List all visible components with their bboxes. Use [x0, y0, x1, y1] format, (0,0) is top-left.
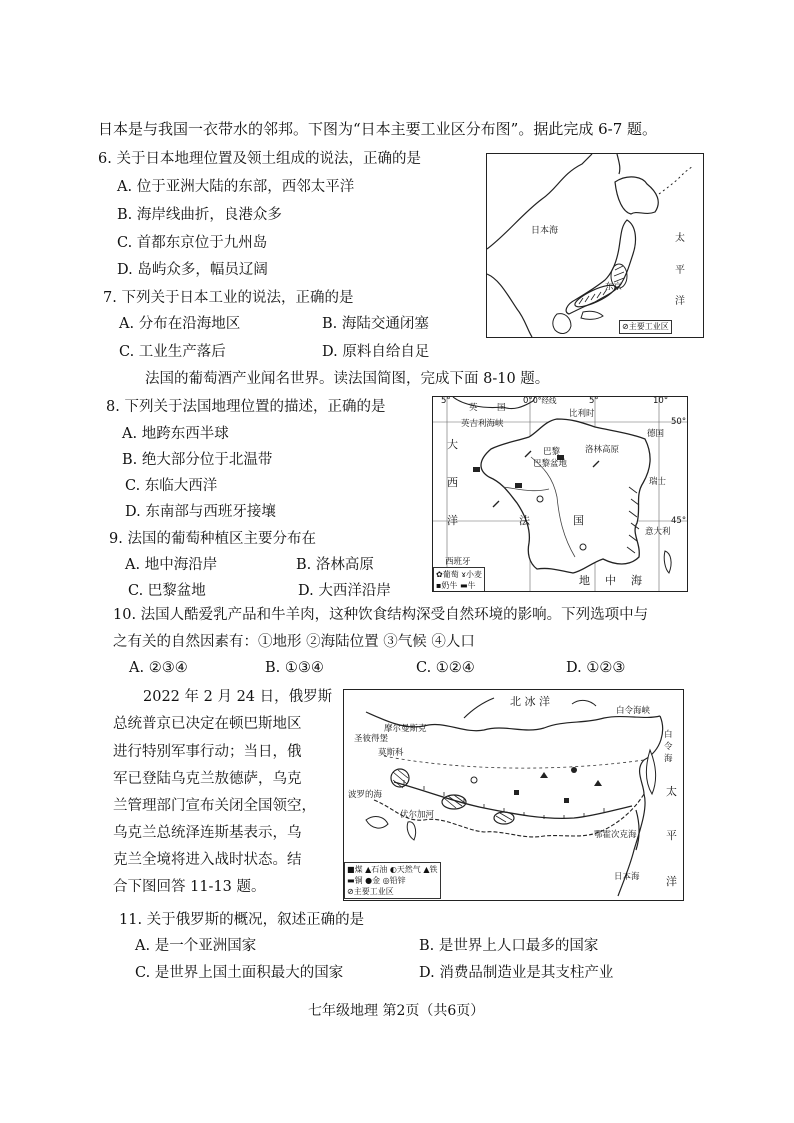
- q7-option-a[interactable]: A. 分布在沿海地区: [119, 316, 241, 332]
- q6-option-c[interactable]: C. 首都东京位于九州岛: [117, 235, 268, 251]
- lon-label-e5: 5°: [589, 396, 599, 406]
- russia-japan-sea-label: 日本海: [614, 872, 640, 882]
- baltic-label: 波罗的海: [348, 790, 383, 800]
- pacific-label-2: 平: [675, 265, 685, 276]
- q10-option-d[interactable]: D. ①②③: [566, 660, 626, 676]
- lorraine-label: 洛林高原: [585, 445, 620, 455]
- pacific-label-3: 洋: [666, 875, 677, 888]
- q9-option-d[interactable]: D. 大西洋沿岸: [298, 583, 391, 599]
- swiss-label: 瑞士: [649, 477, 667, 487]
- q10-stem-line1: 10. 法国人酷爱乳产品和牛羊肉，这种饮食结构深受自然环境的影响。下列选项中与: [113, 607, 649, 623]
- lat-label-50: 50°: [671, 417, 687, 427]
- paris-basin-label: 巴黎盆地: [533, 459, 568, 469]
- med-label-2: 中: [605, 574, 616, 587]
- volga-label: 伏尔加河: [400, 810, 435, 820]
- q6-option-b[interactable]: B. 海岸线曲折，良港众多: [117, 207, 282, 223]
- intro-russia-line-5: 兰管理部门宣布关闭全国领空，: [113, 798, 316, 814]
- q9-option-b[interactable]: B. 洛林高原: [296, 557, 374, 573]
- japan-map-drawing: [487, 154, 703, 337]
- q11-option-b[interactable]: B. 是世界上人口最多的国家: [419, 938, 599, 954]
- q6-stem: 6. 关于日本地理位置及领土组成的说法，正确的是: [98, 151, 421, 167]
- q7-stem: 7. 下列关于日本工业的说法，正确的是: [103, 290, 354, 306]
- france-map: [432, 396, 688, 592]
- english-channel-label: 英吉利海峡: [461, 419, 504, 429]
- wheat-icon: ɤ: [461, 570, 467, 579]
- lon-label-w5: 5°: [441, 396, 451, 406]
- lon-label-10: 10°: [653, 396, 669, 406]
- france-fa-label: 法: [519, 514, 530, 527]
- france-map-legend: ✿葡萄 ɤ小麦 ▪奶牛 ▬牛: [433, 567, 485, 592]
- coal-icon: ■: [347, 865, 355, 874]
- arctic-ocean-label: 北 冰 洋: [510, 695, 550, 708]
- med-label-3: 海: [631, 574, 642, 587]
- q9-stem: 9. 法国的葡萄种植区主要分布在: [109, 531, 316, 547]
- japan-map-legend: ⊘主要工业区: [619, 320, 672, 334]
- q9-option-a[interactable]: A. 地中海沿岸: [125, 557, 218, 573]
- grape-icon: ✿: [436, 570, 443, 579]
- iron-icon: ▲: [423, 865, 430, 874]
- russia-map: [343, 689, 684, 901]
- belgium-label: 比利时: [569, 409, 595, 419]
- bering-strait-label: 白令海峡: [616, 706, 651, 716]
- q11-stem: 11. 关于俄罗斯的概况，叙述正确的是: [119, 912, 365, 928]
- japan-map: [486, 153, 704, 338]
- atlantic-label-1: 大: [447, 438, 458, 451]
- bering-label-1: 白: [664, 730, 673, 740]
- intro-france: 法国的葡萄酒产业闻名世界。读法国简图，完成下面 8-10 题。: [145, 371, 550, 387]
- q10-stem-line2: 之有关的自然因素有：①地形 ②海陆位置 ③气候 ④人口: [113, 634, 475, 650]
- q10-option-b[interactable]: B. ①③④: [265, 660, 324, 676]
- prime-meridian-label: 0°经线: [533, 396, 557, 405]
- tokyo-label: 东京: [605, 282, 623, 292]
- q7-option-d[interactable]: D. 原料自给自足: [322, 344, 430, 360]
- pacific-label-3: 洋: [675, 296, 685, 307]
- moscow-label: 莫斯科: [378, 748, 404, 758]
- q10-option-c[interactable]: C. ①②④: [416, 660, 475, 676]
- intro-russia-line-2: 总统普京已决定在顿巴斯地区: [113, 716, 302, 732]
- intro-russia-line-7: 克兰全境将进入战时状态。结: [113, 852, 302, 868]
- gold-icon: ●: [365, 876, 373, 885]
- paris-label: 巴黎: [543, 447, 561, 457]
- q7-option-b[interactable]: B. 海陆交通闭塞: [322, 316, 429, 332]
- q8-option-b[interactable]: B. 绝大部分位于北温带: [122, 452, 273, 468]
- q11-option-d[interactable]: D. 消费品制造业是其支柱产业: [419, 965, 614, 981]
- intro-russia-line-8: 合下图回答 11-13 题。: [113, 879, 266, 895]
- q6-option-d[interactable]: D. 岛屿众多，幅员辽阔: [117, 262, 268, 278]
- russia-map-legend: ■煤 ▲石油 ◐天然气 ▲铁 ▬铜 ●金 ◎铅锌 ⊘主要工业区: [344, 862, 441, 899]
- q9-option-c[interactable]: C. 巴黎盆地: [128, 583, 206, 599]
- bering-label-2: 令: [664, 742, 673, 752]
- pacific-label-1: 太: [675, 233, 685, 244]
- copper-icon: ▬: [347, 876, 355, 885]
- atlantic-label-3: 洋: [447, 514, 458, 527]
- st-petersburg-label: 圣彼得堡: [354, 734, 389, 744]
- q8-option-d[interactable]: D. 东南部与西班牙接壤: [125, 504, 276, 520]
- england-label: 英: [469, 403, 478, 413]
- lead-zinc-icon: ◎: [382, 876, 390, 885]
- intro-russia-line-4: 军已登陆乌克兰敖德萨，乌克: [113, 771, 302, 787]
- q8-option-c[interactable]: C. 东临大西洋: [125, 478, 218, 494]
- cattle-icon: ▬: [459, 581, 468, 590]
- q8-stem: 8. 下列关于法国地理位置的描述，正确的是: [106, 399, 386, 415]
- pacific-label-1: 太: [666, 785, 677, 798]
- q11-option-a[interactable]: A. 是一个亚洲国家: [135, 938, 257, 954]
- japan-sea-label: 日本海: [531, 226, 559, 236]
- med-label-1: 地: [579, 574, 590, 587]
- industrial-zone-icon: ⊘: [347, 887, 354, 896]
- q8-option-a[interactable]: A. 地跨东西半球: [122, 426, 229, 442]
- bering-label-3: 海: [664, 754, 673, 764]
- atlantic-label-2: 西: [447, 476, 458, 489]
- q7-option-c[interactable]: C. 工业生产落后: [119, 344, 226, 360]
- lon-label-0: 0°: [523, 396, 533, 406]
- france-guo-label: 国: [573, 514, 584, 527]
- dairy-cow-icon: ▪: [436, 581, 442, 590]
- spain-label: 西班牙: [445, 557, 471, 567]
- page-footer: 七年级地理 第2页（共6页）: [308, 1003, 485, 1019]
- murmansk-label: 摩尔曼斯克: [384, 724, 427, 734]
- industrial-zone-icon: ⊘: [622, 322, 629, 331]
- okhotsk-sea-label: 鄂霍次克海: [594, 830, 637, 840]
- q11-option-c[interactable]: C. 是世界上国土面积最大的国家: [135, 965, 344, 981]
- england-guo-label: 国: [497, 403, 506, 413]
- q10-option-a[interactable]: A. ②③④: [129, 660, 188, 676]
- q6-option-a[interactable]: A. 位于亚洲大陆的东部，西邻太平洋: [117, 179, 355, 195]
- intro-russia-line-6: 乌克兰总统泽连斯基表示，乌: [113, 825, 302, 841]
- gas-icon: ◐: [389, 865, 397, 874]
- lat-label-45: 45°: [671, 516, 687, 526]
- italy-label: 意大利: [645, 527, 671, 537]
- oil-icon: ▲: [365, 865, 372, 874]
- intro-russia-line-1: 2022 年 2 月 24 日，俄罗斯: [143, 689, 333, 705]
- pacific-label-2: 平: [666, 829, 677, 842]
- intro-russia-line-3: 进行特别军事行动；当日，俄: [113, 744, 302, 760]
- intro-japan: 日本是与我国一衣带水的邻邦。下图为“日本主要工业区分布图”。据此完成 6-7 题。: [98, 120, 658, 138]
- germany-label: 德国: [647, 429, 665, 439]
